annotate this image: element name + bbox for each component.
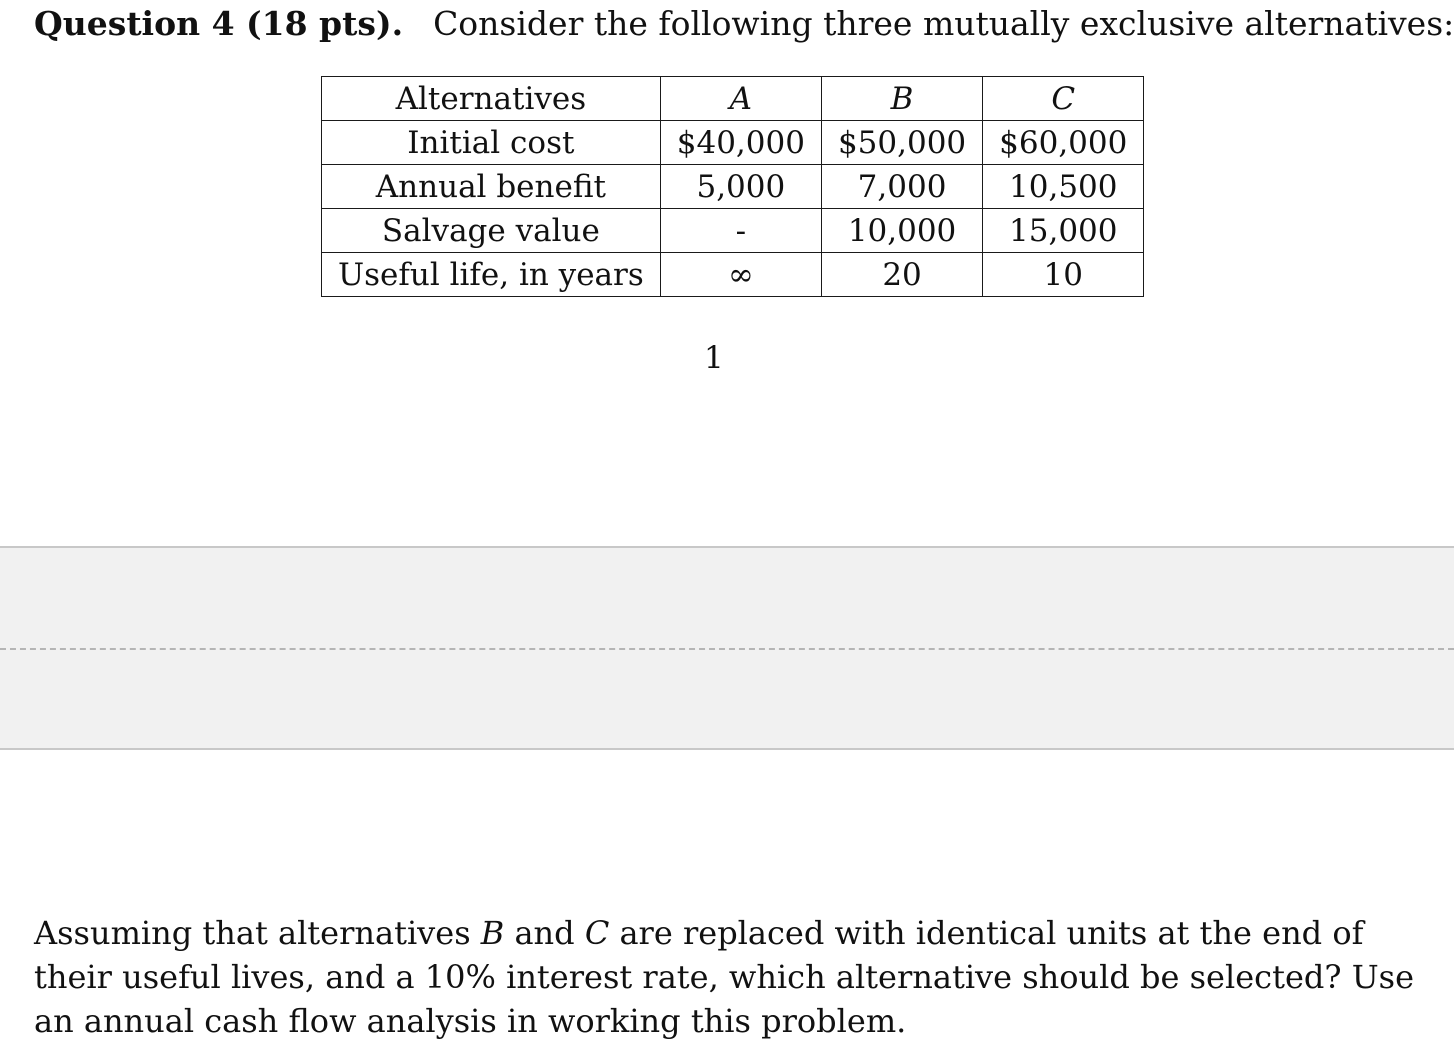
table-cell: ∞ [660,253,821,297]
header-col-a: A [660,77,821,121]
table-row-useful-life [322,253,1144,297]
table-cell: - [660,209,821,253]
page-break-separator [0,546,1454,750]
body-text-2: and [504,914,585,952]
page-number: 1 [704,340,724,376]
row-label: Annual benefit [322,165,661,209]
question-intro: Consider the following three mutually exclusive alternatives: [433,4,1454,43]
table-cell: 10 [983,253,1144,297]
body-text-1: Assuming that alternatives [34,914,481,952]
table-row-salvage-value [322,209,1144,253]
row-label: Salvage value [322,209,661,253]
table-cell: 15,000 [983,209,1144,253]
page-break-dashed-line [0,648,1454,650]
row-label: Initial cost [322,121,661,165]
table-cell: 10,500 [983,165,1144,209]
table-cell: $50,000 [821,121,982,165]
question-body-paragraph [34,911,1424,1043]
table-header-row [322,77,1144,121]
table-cell: 10,000 [821,209,982,253]
question-label: Question 4 (18 pts). [34,4,404,43]
alternatives-table [321,76,1144,297]
header-col-c: C [983,77,1144,121]
variable-b: B [480,914,505,952]
body-text-3: are replaced with identical units at the end of their useful lives, and a 10% interest rate, which alternative should be selected? Use an annual cash flow analysis in working this problem. [34,914,1415,1040]
header-col-b: B [821,77,982,121]
table-cell: 20 [821,253,982,297]
variable-c: C [584,914,610,952]
table-cell: $40,000 [660,121,821,165]
table-cell: $60,000 [983,121,1144,165]
question-body [34,911,1424,1043]
table-cell: 5,000 [660,165,821,209]
row-label: Useful life, in years [322,253,661,297]
table-cell: 7,000 [821,165,982,209]
question-header [34,2,1454,46]
table-row-annual-benefit [322,165,1144,209]
table-row-initial-cost [322,121,1144,165]
header-label-cell: Alternatives [322,77,661,121]
